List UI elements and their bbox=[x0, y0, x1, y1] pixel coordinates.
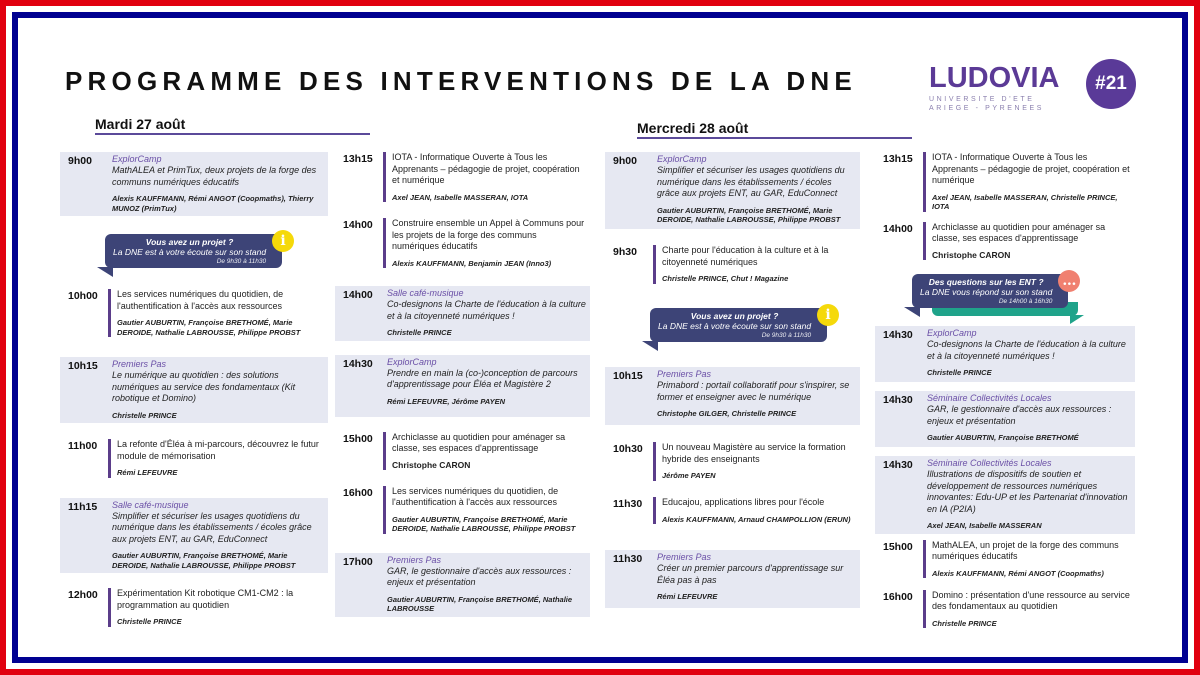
item-title: Simplifier et sécuriser les usages quotidiens du numérique dans les établissements / écoles grâce aux projets ENT, au GAR, EduConnect bbox=[657, 165, 845, 198]
bubble-heading: Des questions sur les ENT ? bbox=[928, 277, 1044, 287]
bubble-tail-right bbox=[1070, 315, 1084, 324]
schedule-item bbox=[335, 355, 590, 417]
chat-icon: … bbox=[1058, 270, 1080, 292]
item-title: Le numérique au quotidien : des solutions numériques au service des fondamentaux (Kit robotique et Domino) bbox=[112, 370, 296, 403]
item-time: 16h00 bbox=[883, 590, 913, 603]
item-title: IOTA - Informatique Ouverte à Tous les Apprenants – pédagogie de projet, coopération et numérique bbox=[932, 152, 1130, 185]
item-speakers: Gautier AUBURTIN, Françoise BRETHOMÉ bbox=[927, 433, 1079, 442]
logo-badge: #21 bbox=[1086, 59, 1136, 109]
bubble-tail bbox=[642, 341, 658, 351]
item-time: 14h30 bbox=[883, 329, 913, 341]
ent-bubble bbox=[912, 273, 1077, 308]
item-title: Primabord : portail collaboratif pour s'inspirer, se former et enseigner avec le numérique bbox=[657, 380, 850, 402]
item-time: 11h30 bbox=[613, 498, 643, 510]
schedule-item bbox=[875, 391, 1135, 447]
bubble-tail bbox=[97, 267, 113, 277]
item-time: 15h00 bbox=[883, 540, 913, 553]
bubble-hours: De 14h00 à 16h30 bbox=[998, 298, 1053, 305]
item-speakers: Christelle PRINCE bbox=[117, 617, 182, 626]
item-time: 13h15 bbox=[883, 153, 913, 165]
item-body bbox=[657, 369, 856, 419]
schedule-item bbox=[875, 538, 1135, 582]
item-body bbox=[383, 486, 586, 534]
item-time: 14h00 bbox=[343, 219, 373, 231]
item-time: 15h00 bbox=[343, 432, 373, 445]
item-body bbox=[657, 552, 856, 602]
item-time: 14h00 bbox=[883, 222, 913, 235]
item-body bbox=[112, 500, 324, 571]
item-body bbox=[927, 458, 1131, 531]
item-body bbox=[387, 288, 586, 338]
item-body bbox=[923, 540, 1131, 579]
bubble-tail bbox=[904, 307, 920, 317]
item-speakers: Gautier AUBURTIN, Françoise BRETHOMÉ, Marie DEROIDE, Nathalie LABROUSSE, Philippe PROBST bbox=[392, 514, 576, 533]
schedule-item bbox=[605, 243, 860, 287]
page-title: PROGRAMME DES INTERVENTIONS DE LA DNE bbox=[65, 66, 857, 96]
item-title: Les services numériques du quotidien, de l'authentification à l'accès aux ressources bbox=[117, 289, 284, 311]
bubble-hours: De 9h30 à 11h30 bbox=[761, 332, 812, 339]
item-time: 10h15 bbox=[613, 370, 643, 382]
item-time: 9h00 bbox=[68, 155, 92, 167]
item-title: Archiclasse au quotidien pour aménager sa classe, ses espaces d'apprentissage bbox=[392, 431, 566, 453]
bubble-text: La DNE vous répond sur son stand bbox=[920, 287, 1053, 297]
item-body bbox=[923, 590, 1131, 629]
item-time: 11h00 bbox=[68, 440, 98, 452]
item-body bbox=[112, 154, 324, 213]
item-title: Co-designons la Charte de l'éducation à la culture et à la citoyenneté numériques ! bbox=[927, 339, 1126, 361]
item-speakers: Alexis KAUFFMANN, Rémi ANGOT (Coopmaths) bbox=[932, 568, 1104, 578]
item-speakers: Christophe CARON bbox=[932, 249, 1011, 260]
item-speakers: Gautier AUBURTIN, Françoise BRETHOMÉ, Marie DEROIDE, Nathalie LABROUSSE, Philippe PROBST bbox=[657, 205, 841, 224]
schedule-item bbox=[60, 586, 328, 630]
item-time: 16h00 bbox=[343, 486, 373, 499]
bubble-heading: Vous avez un projet ? bbox=[690, 311, 779, 321]
logo-line2: ARIEGE - PYRENEES bbox=[929, 105, 1044, 112]
item-category: Séminaire Collectivités Locales bbox=[927, 393, 1052, 403]
schedule-item bbox=[875, 456, 1135, 534]
schedule-item bbox=[335, 430, 590, 474]
schedule-item bbox=[60, 437, 328, 481]
item-title: Un nouveau Magistère au service la formation hybride des enseignants bbox=[662, 442, 846, 464]
day-header-tuesday: Mardi 27 août bbox=[95, 116, 370, 135]
item-speakers: Rémi LEFEUVRE, Jérôme PAYEN bbox=[387, 396, 506, 406]
item-speakers: Christelle PRINCE bbox=[932, 618, 997, 628]
schedule-item bbox=[335, 484, 590, 537]
item-speakers: Rémi LEFEUVRE bbox=[117, 468, 178, 477]
item-body bbox=[387, 555, 586, 614]
item-body bbox=[657, 154, 856, 225]
schedule-item bbox=[335, 216, 590, 271]
schedule-item bbox=[875, 150, 1135, 215]
item-time: 14h30 bbox=[343, 357, 373, 370]
item-body bbox=[653, 245, 856, 284]
item-speakers: Christelle PRINCE, Chut ! Magazine bbox=[662, 274, 789, 283]
item-body bbox=[923, 152, 1131, 212]
item-title: Construire ensemble un Appel à Communs pour les projets de la forge des communs numériques éducatifs bbox=[392, 218, 585, 251]
item-title: Archiclasse au quotidien pour aménager sa classe, ses espaces d'apprentissage bbox=[932, 221, 1106, 243]
item-speakers: Jérôme PAYEN bbox=[662, 471, 716, 480]
info-bubble bbox=[912, 274, 1068, 308]
item-category: Salle café-musique bbox=[112, 499, 189, 510]
item-title: Les services numériques du quotidien, de l'authentification à l'accès aux ressources bbox=[392, 485, 559, 507]
schedule-item bbox=[60, 152, 328, 216]
item-speakers: Christophe CARON bbox=[392, 459, 471, 470]
item-body bbox=[923, 222, 1131, 261]
schedule-column bbox=[605, 152, 860, 608]
item-time: 9h30 bbox=[613, 246, 637, 258]
item-speakers: Axel JEAN, Isabelle MASSERAN bbox=[927, 521, 1042, 530]
schedule-item bbox=[605, 495, 860, 533]
item-speakers: Alexis KAUFFMANN, Rémi ANGOT (Coopmaths), Thierry MUNOZ (PrimTux) bbox=[112, 194, 314, 213]
item-category: Premiers Pas bbox=[657, 552, 712, 562]
item-time: 13h15 bbox=[343, 153, 373, 165]
item-title: Prendre en main la (co-)conception de parcours d'apprentissage pour Éléa et Magistère 2 bbox=[387, 367, 578, 389]
schedule-item bbox=[605, 440, 860, 484]
item-speakers: Christelle PRINCE bbox=[927, 368, 992, 377]
logo-word: LUDOVIA bbox=[929, 62, 1060, 94]
info-bubble bbox=[650, 308, 827, 342]
item-title: GAR, le gestionnaire d'accès aux ressources : enjeux et présentation bbox=[927, 404, 1112, 426]
item-title: GAR, le gestionnaire d'accès aux ressources : enjeux et présentation bbox=[387, 565, 572, 587]
item-category: Premiers Pas bbox=[657, 369, 712, 379]
info-icon: i bbox=[272, 230, 294, 252]
item-speakers: Axel JEAN, Isabelle MASSERAN, Christelle PRINCE, IOTA bbox=[932, 192, 1118, 211]
day-header-wednesday: Mercredi 28 août bbox=[637, 120, 912, 139]
item-time: 10h30 bbox=[613, 443, 643, 455]
schedule-item bbox=[60, 287, 328, 340]
schedule-column bbox=[875, 150, 1135, 631]
item-speakers: Gautier AUBURTIN, Françoise BRETHOMÉ, Nathalie LABROUSSE bbox=[387, 594, 573, 613]
item-title: La refonte d'Éléa à mi-parcours, découvrez le futur module de mémorisation bbox=[117, 439, 319, 461]
item-speakers: Alexis KAUFFMANN, Benjamin JEAN (Inno3) bbox=[392, 258, 552, 268]
item-body bbox=[387, 357, 586, 407]
item-time: 11h15 bbox=[68, 500, 98, 513]
item-title: Simplifier et sécuriser les usages quotidiens du numérique dans les établissements / écoles grâce aux projets ENT, au GAR, EduConnect bbox=[112, 510, 312, 544]
item-time: 10h00 bbox=[68, 290, 98, 302]
item-time: 10h15 bbox=[68, 360, 98, 372]
item-title: MathALEA, un projet de la forge des communs numériques éducatifs bbox=[932, 539, 1119, 561]
schedule-item bbox=[60, 357, 328, 423]
info-bubble bbox=[105, 234, 282, 268]
item-body bbox=[383, 152, 586, 202]
item-body bbox=[383, 432, 586, 471]
schedule-item bbox=[605, 367, 860, 425]
item-category: ExplorCamp bbox=[657, 154, 707, 164]
item-time: 11h30 bbox=[613, 553, 643, 565]
item-title: Educajou, applications libres pour l'école bbox=[662, 497, 825, 507]
item-body bbox=[653, 442, 856, 481]
item-category: Premiers Pas bbox=[112, 359, 167, 369]
item-title: Domino : présentation d'une ressource au service des fondamentaux au quotidien bbox=[932, 589, 1130, 611]
schedule-item bbox=[335, 150, 590, 205]
item-time: 17h00 bbox=[343, 555, 373, 568]
item-title: IOTA - Informatique Ouverte à Tous les Apprenants – pédagogie de projet, coopération et numérique bbox=[392, 152, 580, 185]
schedule-item bbox=[335, 553, 590, 617]
schedule-item bbox=[605, 550, 860, 608]
item-title: Charte pour l'éducation à la culture et à la citoyenneté numériques bbox=[662, 245, 829, 267]
item-body bbox=[108, 439, 324, 478]
item-category: Séminaire Collectivités Locales bbox=[927, 458, 1052, 468]
item-speakers: Christelle PRINCE bbox=[387, 328, 452, 337]
item-body bbox=[653, 497, 856, 524]
item-speakers: Alexis KAUFFMANN, Arnaud CHAMPOLLION (ERUN) bbox=[662, 514, 851, 524]
item-time: 14h00 bbox=[343, 289, 373, 301]
item-speakers: Gautier AUBURTIN, Françoise BRETHOMÉ, Marie DEROIDE, Nathalie LABROUSSE, Philippe PROBST bbox=[117, 318, 301, 337]
item-title: Expérimentation Kit robotique CM1-CM2 : la programmation au quotidien bbox=[117, 588, 294, 610]
item-category: Premiers Pas bbox=[387, 554, 442, 565]
item-title: Illustrations de dispositifs de soutien et développement de ressources numériques innovantes: Edu-UP et les Partenariat d'innovation en IA (P2IA) bbox=[927, 469, 1128, 514]
project-bubble bbox=[650, 307, 831, 342]
logo-line1: UNIVERSITE D'ETE bbox=[929, 96, 1035, 103]
schedule-column bbox=[335, 150, 590, 617]
item-time: 14h30 bbox=[883, 459, 913, 471]
info-icon: i bbox=[817, 304, 839, 326]
item-body bbox=[108, 588, 324, 627]
schedule-item bbox=[875, 220, 1135, 264]
schedule-column bbox=[60, 152, 328, 630]
item-time: 9h00 bbox=[613, 155, 637, 167]
schedule-item bbox=[605, 152, 860, 229]
ludovia-logo bbox=[926, 62, 1141, 114]
item-speakers: Christelle PRINCE bbox=[112, 410, 177, 420]
item-speakers: Christophe GILGER, Christelle PRINCE bbox=[657, 409, 797, 418]
item-body bbox=[112, 359, 324, 420]
bubble-heading: Vous avez un projet ? bbox=[145, 237, 234, 247]
bubble-hours: De 9h30 à 11h30 bbox=[216, 258, 267, 265]
item-title: Co-designons la Charte de l'éducation à la culture et à la citoyenneté numériques ! bbox=[387, 299, 586, 321]
bubble-text: La DNE est à votre écoute sur son stand bbox=[113, 247, 267, 257]
item-speakers: Gautier AUBURTIN, Françoise BRETHOMÉ, Marie DEROIDE, Nathalie LABROUSSE, Philippe PROBST bbox=[112, 551, 296, 570]
item-speakers: Axel JEAN, Isabelle MASSERAN, IOTA bbox=[392, 192, 529, 202]
schedule-item bbox=[875, 588, 1135, 632]
schedule-item bbox=[875, 326, 1135, 382]
item-body bbox=[927, 393, 1131, 443]
item-category: ExplorCamp bbox=[927, 328, 977, 338]
item-body bbox=[927, 328, 1131, 378]
item-category: ExplorCamp bbox=[112, 154, 162, 164]
item-time: 12h00 bbox=[68, 589, 98, 601]
item-title: Créer un premier parcours d'apprentissage sur Éléa pas à pas bbox=[657, 563, 844, 585]
schedule-item bbox=[335, 286, 590, 341]
project-bubble bbox=[105, 233, 286, 268]
schedule-item bbox=[60, 498, 328, 574]
item-category: ExplorCamp bbox=[387, 356, 437, 367]
item-time: 14h30 bbox=[883, 394, 913, 406]
item-speakers: Rémi LEFEUVRE bbox=[657, 592, 718, 601]
bubble-text: La DNE est à votre écoute sur son stand bbox=[658, 321, 812, 331]
item-body bbox=[108, 289, 324, 337]
item-title: MathALEA et PrimTux, deux projets de la forge des communs numériques éducatifs bbox=[112, 165, 317, 187]
item-category: Salle café-musique bbox=[387, 288, 464, 298]
item-body bbox=[383, 218, 586, 268]
